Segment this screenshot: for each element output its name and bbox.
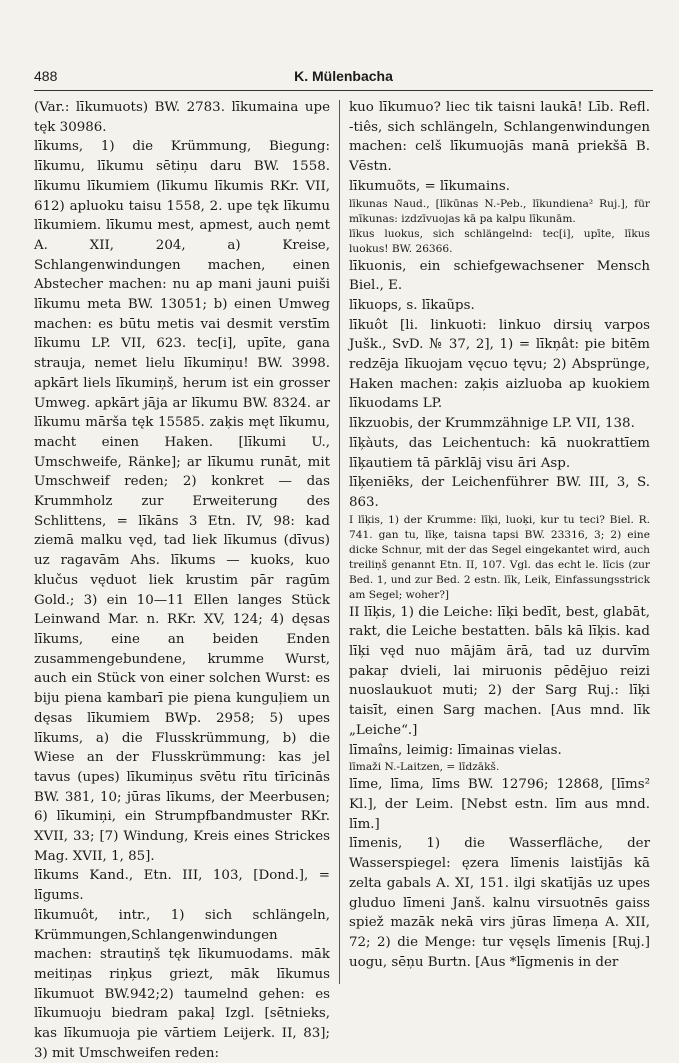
entry-likis-1: I līķis, 1) der Krumme: līķi, luoķi, kur tu teci? Biel. R. 741. gan tu, līķe, taisna tapsi BW. 23316, 3; 2) eine dicke Schnur, mit der das Segel eingekantet wird, auch treiliņš genannt Etn. II, 107. Vgl. das echt le. līcis (zur Bed. 1, und zur Bed. 2 estn. līk, Leik, Einfassungsstrick am Segel; woher?] — [349, 513, 650, 601]
entry-likumuot-cont: kuo līkumuo? liec tik taisni laukā! Līb. Refl. -tiês, sich schlängeln, Schlangenwindungen machen: celš līkumuojās manā priekšā B. Vēstn. — [349, 100, 650, 175]
left-column — [34, 98, 330, 1063]
entry-likuonis: līkuonis, ein schiefgewachsener Mensch Biel., E. — [349, 258, 650, 294]
entry-likis-2: II līķis, 1) die Leiche: līķi bedīt, best, glabāt, rakt, die Leiche bestatten. bāls kā līķis. kad līķi vęd nuo mājām ārā, tad uz durvīm pakaŗ dvieli, lai miruonis pēdējuo reizi nuoslaukuot muti; 2) der Sarg Ruj.: līķi taisīt, einen Sarg machen. [Aus mnd. līk „Leiche“.] — [349, 604, 650, 738]
entry-likums-kand: līkums Kand., Etn. III, 103, [Dond.], = līgums. — [34, 868, 330, 904]
entry-likunas: līkunas Naud., [līkūnas N.-Peb., līkundiena² Ruj.], für mīkunas: izdzīvuojas kā pa kalpu līkunām. — [349, 197, 650, 225]
column-divider — [339, 100, 340, 984]
entry-limazi: līmaži N.-Laitzen, = līdzākš. — [349, 761, 500, 774]
entry-likuops: līkuops, s. līkaũps. — [349, 297, 475, 313]
entry-likumuots: līkumuõts, = līkumains. — [349, 178, 510, 194]
entry-likus: līkus luokus, sich schlängelnd: tec[i], upīte, līkus luokus! BW. 26366. — [349, 227, 650, 255]
page-header — [34, 68, 653, 90]
entry-limenis: līmenis, 1) die Wasserfläche, der Wasserspiegel: ęzera līmenis laistījās kā zelta gabals A. XI, 151. ilgi skatījās uz upes gluduo līmeni Janš. kalnu virsuotnēs gaiss spiež mazāk nekā virs jūras līmeņa A. XII, 72; 2) die Menge: tur vęsęls līmenis [Ruj.] uogu, sēņu Burtn. [Aus *līgmenis in der — [349, 836, 650, 970]
entry-likumuot: līkumuôt, intr., 1) sich schlängeln, Krümmungen,Schlangenwindungen machen: strautiņš tęk līkumuodams. māk meitiņas riņķus griezt, māk līkumus līkumuot BW.942;2) taumelnd gehen: es līkumuoju biedram pakaļ Izgl. [sētnieks, kas līkumuoja pie vārtiem Leijerk. II, 83]; 3) mit Umschweifen reden: — [34, 907, 330, 1061]
entry-likzuobis: līkzuobis, der Krummzähnige LP. VII, 138. — [349, 416, 635, 432]
entry-likenieks: līķeniēks, der Leichenführer BW. III, 3, S. 863. — [349, 475, 650, 510]
entry-likauts: līķàuts, das Leichentuch: kā nuokrattīem līķautiem tā pārklāj visu āri Asp. — [349, 435, 650, 471]
running-title: K. Mülenbacha — [294, 68, 393, 84]
entry-likuot: līkuôt [li. linkuoti: linkuo dirsių varpos Jušk., SvD. № 37, 2], 1) = līkņât: pie bitēm redzēja līkuojam vęcuo tęvu; 2) Absprünge, Haken machen: zaķis aizluoba ap kuokiem līkuodams LP. — [349, 317, 650, 412]
entry-var-likumuots: (Var.: līkumuots) BW. 2783. līkumaina upe tęk 30986. — [34, 100, 330, 135]
entry-likums: līkums, 1) die Krümmung, Biegung: līkumu, līkumu sētiņu daru BW. 1558. līkumu līkumiem (līkumu līkumis RKr. VII, 612) apluoku taisu 1558, 2. upe tęk līkumu līkumiem. līkumu mest, apmest, auch ņemt A. XII, 204, a) Kreise, Schlangenwindungen machen, einen Abstecher machen: nu ap mani jauni puiši līkumu meta BW. 13051; b) einen Umweg machen: es būtu metis vai desmit verstīm līkumu LP. VII, 623. tec[i], upīte, gana strauja, nemet lielu līkumiņu! BW. 3998. apkārt liels līkumiņš, herum ist ein grosser Umweg. apkārt jāja ar līkumu BW. 8324. ar līkumu mārša tęk 15585. zaķis męt līkumu, macht einen Haken. [līkumi U., Umschweife, Ränke]; ar līkumu runāt, mit Umschweif reden; 2) konkret — das Krummholz zur Erweiterung des Schlittens, = līkāns 3 Etn. IV, 98: kad ziemā malku vęd, tad liek līkumus (dīvus) uz ragavām Ahs. līkums — kuoks, kuo klučus vęduot liek krustim pār ragūm Gold.; 3) ein 10—11 Ellen langes Stück Leinwand Mar. n. RKr. XV, 124; 4) dęsas līkums, eine an beiden Enden zusammengebundene, krumme Wurst, auch ein Stück von einer solchen Wurst: es biju piena kambarī pie piena kunguļiem un dęsas līkumiem BWp. 2958; 5) upes līkums, a) die Flusskrümmung, b) die Wiese an der Flusskrümmung: kas jel tavus (upes) līkumiņus svētu rītu tīrīcinās BW. 381, 10; jūras līkums, der Meerbusen; 6) līkumiņi, ein Strumpfbandmuster RKr. XVII, 33; [7) Windung, Kreis eines Strickes Mag. XVII, 1, 85]. — [34, 139, 330, 864]
right-column — [349, 98, 650, 972]
entry-limains: līmaîns, leimig: līmainas vielas. — [349, 742, 562, 758]
entry-lime: līme, līma, līms BW. 12796; 12868, [līms² Kl.], der Leim. [Nebst estn. līm aus mnd. līm.] — [349, 777, 650, 832]
page-number: 488 — [34, 68, 58, 84]
header-rule — [34, 90, 653, 91]
